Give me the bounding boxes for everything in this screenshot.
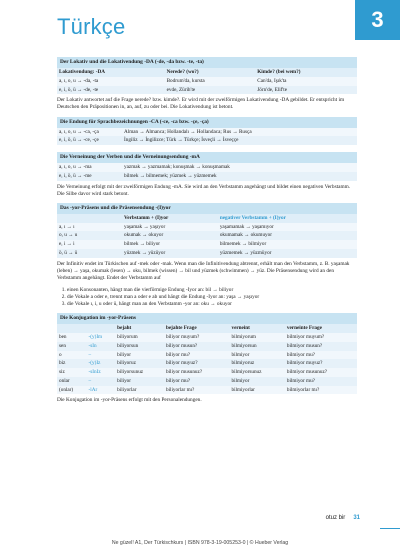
table-cell: Jörn'de, Elif'te <box>255 86 357 95</box>
table-cell: o <box>57 351 87 360</box>
table-cell: bilmiyorum <box>229 333 284 342</box>
table-cell: sen <box>57 342 87 351</box>
table-cell: bilmiyorlar mı? <box>285 386 357 395</box>
table-cell: -sIn <box>87 342 116 351</box>
table-cell: biliyorsunuz <box>115 368 164 377</box>
konjugation-table <box>57 313 357 394</box>
table-header: Verbstamm + (I)yor <box>122 214 218 223</box>
table-cell: biliyorum <box>115 333 164 342</box>
table-header: Nerede? (wo?) <box>165 68 256 77</box>
table-cell: biliyor musunuz? <box>164 368 230 377</box>
table-header: verneinte Frage <box>285 324 357 333</box>
table-row <box>57 351 357 360</box>
table-title: Die Verneinung der Verben und die Verneinungsendung -mA <box>57 152 357 163</box>
table-title: Die Konjugation im -yor-Präsens <box>57 313 357 324</box>
table-cell: a, ı, o, u → -ma <box>57 163 122 172</box>
sprache-table <box>57 117 357 146</box>
infinitiv-explanation: Der Infinitiv endet im Türkischen auf -mek oder -mak. Wenn man die Infinitivendung abtrennt, erhält man den Verbstamm, z. B. yaşamak (leben) → yaşa, okumak (lesen) → oku, bilmek (wissen) → bil und yüzmek (schwimmen) → yüz. Die Präsensendung wird an den Verbstamm angehängt. Endet der Verbstamm auf <box>57 260 350 281</box>
table-row <box>57 333 357 342</box>
table-cell: -(y)Im <box>87 333 116 342</box>
table-header: Lokativendung: -DA <box>57 68 165 77</box>
table-row <box>57 377 357 386</box>
page-number: 31 <box>353 515 360 521</box>
table-title: Der Lokativ und die Lokativendung -DA (-de, -da bzw. -te, -ta) <box>57 57 357 68</box>
table-cell: biliyorlar <box>115 386 164 395</box>
list-item: 1. einen Konsonanten, hängt man die vierförmige Endung -Iyor an: bil → biliyor <box>67 287 357 294</box>
table-cell: siz <box>57 368 87 377</box>
table-cell: bilmiyor mu? <box>285 377 357 386</box>
imprint: Ne güzel! A1, Der Türkischkurs | ISBN 978-3-19-005253-0 | © Hueber Verlag <box>111 540 289 546</box>
table-cell: – <box>87 351 116 360</box>
table-cell: a, ı → ı <box>57 223 122 232</box>
table-cell: ö, ü → ü <box>57 249 122 258</box>
verneinung-explanation: Die Verneinung erfolgt mit der zweiförmigen Endung -mA. Sie wird an den Verbstamm angehängt und bildet einen negativen Verbstamm. Die Silbe davor wird stark betont. <box>57 183 351 197</box>
table-row <box>57 386 357 395</box>
table-header <box>87 324 116 333</box>
table-cell: Alman → Almanca; Hollandalı → Hollandaca; Rus → Rusça <box>122 128 357 137</box>
table-cell: – <box>87 377 116 386</box>
table-cell: biliyorlar mı? <box>164 386 230 395</box>
table-cell: okumak → okuyor <box>122 231 218 240</box>
table-cell: a, ı, o, u → -ca, -ça <box>57 128 122 137</box>
table-cell: bilmemek → bilmiyor <box>218 240 357 249</box>
list-item: 3. die Vokale ı, i, u oder ü, hängt man an den Verbstamm -yor an: oku → okuyor <box>67 301 357 308</box>
table-cell: biliyoruz <box>115 359 164 368</box>
table-cell: bilmiyoruz <box>229 359 284 368</box>
table-header: verneint <box>229 324 284 333</box>
table-cell: e, i → i <box>57 240 122 249</box>
verbstamm-list <box>67 287 357 308</box>
table-cell: biz <box>57 359 87 368</box>
table-cell: (onlar) <box>57 386 87 395</box>
table-cell: a, ı, o, u → -da, -ta <box>57 77 165 86</box>
table-cell: yaşamamak → yaşamıyor <box>218 223 357 232</box>
table-cell: İngiliz → İngilizce; Türk → Türkçe; İsveçli → İsveççe <box>122 136 357 145</box>
table-row <box>57 359 357 368</box>
table-cell: e, i, ö, ü → -de, -te <box>57 86 165 95</box>
table-header: negativer Verbstamm + (I)yor <box>218 214 357 223</box>
table-title: Das -yor-Präsens und die Präsensendung -(I)yor <box>57 203 357 214</box>
list-item: 2. die Vokale a oder e, trennt man a oder e ab und hängt die Endung -Iyor an: yaşa → yaşıyor <box>67 294 357 301</box>
table-header <box>57 214 122 223</box>
table-title: Die Endung für Sprachbezeichnungen -CA (-ce, -ca bzw. -çe, -ça) <box>57 117 357 128</box>
table-cell: evde, Zürih'te <box>165 86 256 95</box>
table-cell: bilmek → bilmemek; yüzmek → yüzmemek <box>122 172 357 181</box>
table-cell: bilmiyorlar <box>229 386 284 395</box>
table-cell: yazmak → yazmamak; konuşmak → konuşmamak <box>122 163 357 172</box>
lokativ-explanation: Der Lokativ antwortet auf die Frage nerede? bzw. kimde?. Er wird mit der zweiförmigen Lokativendung -DA gebildet. Er entspricht im Deutschen den Präpositionen in, an, auf, zu oder bei. Die Lokativendung ist betont. <box>57 97 345 111</box>
konjugation-explanation: Die Konjugation im -yor-Präsens erfolgt mit den Personalendungen. <box>57 397 202 404</box>
table-cell: biliyor musun? <box>164 342 230 351</box>
table-cell: -(y)Iz <box>87 359 116 368</box>
table-header <box>57 324 87 333</box>
table-cell: -sInIz <box>87 368 116 377</box>
table-cell: e, i, ö, ü → -me <box>57 172 122 181</box>
lokativ-table <box>57 57 357 94</box>
table-header: bejaht <box>115 324 164 333</box>
chapter-tab: 3 <box>355 0 400 40</box>
table-cell: bilmiyorsunuz <box>229 368 284 377</box>
table-cell: bilmiyor <box>229 351 284 360</box>
page-accent-line <box>380 528 400 529</box>
table-cell: biliyorsun <box>115 342 164 351</box>
table-cell: biliyor <box>115 351 164 360</box>
table-header: Kimde? (bei wem?) <box>255 68 357 77</box>
konjugation-body <box>57 333 357 394</box>
table-cell: bilmek → biliyor <box>122 240 218 249</box>
table-row <box>57 342 357 351</box>
table-cell: bilmiyorsun <box>229 342 284 351</box>
table-cell: Bodrum'da, kursta <box>165 77 256 86</box>
table-cell: bilmiyor mu? <box>285 351 357 360</box>
table-cell: okumamak → okumuyor <box>218 231 357 240</box>
table-cell: o, u → u <box>57 231 122 240</box>
table-cell: yaşamak → yaşıyor <box>122 223 218 232</box>
table-cell: bilmiyor musun? <box>285 342 357 351</box>
page-footer-number <box>326 515 360 521</box>
table-cell: bilmiyor muyum? <box>285 333 357 342</box>
verneinung-table <box>57 152 357 181</box>
table-header: bejahte Frage <box>164 324 230 333</box>
table-cell: bilmiyor musunuz? <box>285 368 357 377</box>
table-cell: biliyor <box>115 377 164 386</box>
table-cell: -lAr <box>87 386 116 395</box>
table-cell: yüzmek → yüzüyor <box>122 249 218 258</box>
content <box>57 57 357 410</box>
page-title: Türkçe <box>57 14 126 39</box>
praesens-table <box>57 203 357 258</box>
table-cell: Can'da, Işık'ta <box>255 77 357 86</box>
table-cell: onlar <box>57 377 87 386</box>
table-row <box>57 368 357 377</box>
table-cell: biliyor mu? <box>164 351 230 360</box>
table-cell: biliyor mu? <box>164 377 230 386</box>
table-cell: ben <box>57 333 87 342</box>
table-cell: bilmiyor muyuz? <box>285 359 357 368</box>
table-cell: bilmiyor <box>229 377 284 386</box>
table-cell: biliyor muyuz? <box>164 359 230 368</box>
table-cell: biliyor muyum? <box>164 333 230 342</box>
table-cell: yüzmemek → yüzmüyor <box>218 249 357 258</box>
page-word: otuz bir <box>325 515 346 521</box>
table-cell: e, i, ö, ü → -ce, -çe <box>57 136 122 145</box>
